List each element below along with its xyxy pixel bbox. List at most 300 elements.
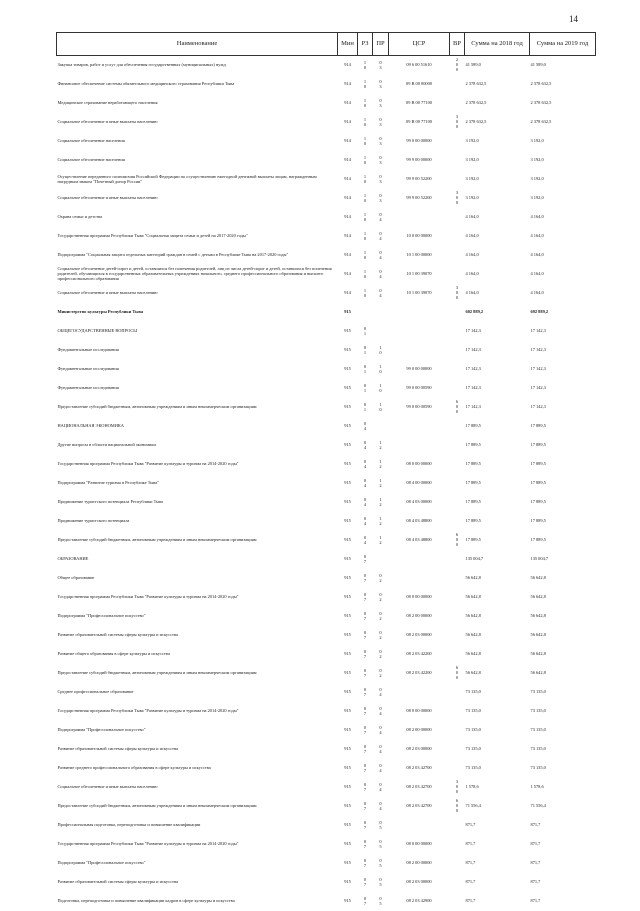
row-rz-digit: 7 [359, 712, 372, 717]
table-row [57, 892, 596, 911]
row-vr-digit: 0 [451, 809, 464, 814]
row-vr [450, 607, 465, 626]
row-rz-digit: 7 [359, 769, 372, 774]
row-pr-digit: 0 [374, 251, 388, 256]
row-sum-2019: 73 135,0 [530, 702, 596, 721]
table-row [57, 626, 596, 645]
row-rz [358, 721, 373, 740]
row-pr [373, 75, 389, 94]
row-vr [450, 189, 465, 208]
row-min: 915 [338, 664, 358, 683]
row-pr [373, 94, 389, 113]
row-sum-2019: 3 192,0 [530, 170, 596, 189]
row-csr: 09 В 00 00000 [389, 75, 450, 94]
row-pr-digit: 0 [374, 370, 388, 375]
row-csr [389, 322, 450, 341]
row-rz [358, 550, 373, 569]
row-sum-2019: 56 642,8 [530, 607, 596, 626]
row-csr [389, 683, 450, 702]
row-rz-digit: 1 [359, 61, 372, 66]
row-rz-digit: 7 [359, 598, 372, 603]
row-rz-digit: 1 [359, 118, 372, 123]
row-vr-digit: 0 [451, 120, 464, 125]
row-pr [373, 170, 389, 189]
row-vr [450, 113, 465, 132]
row-min: 914 [338, 189, 358, 208]
row-min: 915 [338, 341, 358, 360]
row-pr-digit: 0 [374, 612, 388, 617]
row-sum-2019: 2 378 632,5 [530, 113, 596, 132]
row-rz-digit: 4 [359, 484, 372, 489]
row-name: Государственная программа Республики Тыва "Развитие культуры и туризма на 2014-2020 годы" [57, 835, 338, 854]
row-sum-2019: 17 889,5 [530, 455, 596, 474]
row-pr [373, 417, 389, 436]
row-rz-digit: 0 [359, 441, 372, 446]
row-rz-digit: 1 [359, 332, 372, 337]
row-name: Социальное обеспечение населения [57, 132, 338, 151]
row-rz-digit: 0 [359, 275, 372, 280]
row-rz-digit: 0 [359, 237, 372, 242]
row-rz-digit: 7 [359, 731, 372, 736]
row-min: 914 [338, 227, 358, 246]
row-rz-digit: 0 [359, 498, 372, 503]
table-row [57, 341, 596, 360]
row-sum-2019: 4 164,0 [530, 284, 596, 303]
table-row [57, 759, 596, 778]
row-csr: 08 2 03 42900 [389, 892, 450, 911]
row-name: Государственная программа Республики Тыва "Развитие культуры и туризма на 2014-2020 годы" [57, 588, 338, 607]
row-pr-digit: 3 [374, 85, 388, 90]
row-rz-digit: 0 [359, 840, 372, 845]
row-vr-digit: 6 [451, 799, 464, 804]
row-min: 915 [338, 645, 358, 664]
row-rz-digit: 1 [359, 289, 372, 294]
row-rz-digit: 1 [359, 351, 372, 356]
row-vr-digit: 3 [451, 286, 464, 291]
row-vr [450, 854, 465, 873]
row-pr-digit: 4 [374, 769, 388, 774]
row-name: Подпрограмма "Профессиональное искусство" [57, 607, 338, 626]
row-sum-2019: 17 142,3 [530, 398, 596, 417]
row-pr-digit: 3 [374, 142, 388, 147]
row-sum-2018: 871,7 [465, 892, 530, 911]
row-pr-digit: 5 [374, 826, 388, 831]
row-vr [450, 455, 465, 474]
row-csr [389, 208, 450, 227]
row-vr [450, 721, 465, 740]
row-name: ОБЩЕГОСУДАРСТВЕННЫЕ ВОПРОСЫ [57, 322, 338, 341]
row-vr [450, 379, 465, 398]
budget-table [56, 32, 596, 911]
row-sum-2019: 17 889,5 [530, 493, 596, 512]
row-rz-digit: 1 [359, 251, 372, 256]
row-pr-digit: 0 [374, 270, 388, 275]
row-pr-digit: 5 [374, 883, 388, 888]
row-csr: 08 2 00 00000 [389, 854, 450, 873]
row-pr-digit: 2 [374, 579, 388, 584]
table-row [57, 683, 596, 702]
row-rz-digit: 7 [359, 845, 372, 850]
column-header-csr: ЦСР [389, 33, 450, 56]
row-sum-2018: 73 135,0 [465, 759, 530, 778]
row-pr [373, 398, 389, 417]
row-rz-digit: 0 [359, 256, 372, 261]
row-pr-digit: 0 [374, 574, 388, 579]
row-name: Социальное обеспечение населения [57, 151, 338, 170]
row-rz-digit: 0 [359, 631, 372, 636]
row-rz-digit: 0 [359, 536, 372, 541]
row-name: Развитие среднего профессионального образования в сфере культуры и искусства [57, 759, 338, 778]
row-rz-digit: 1 [359, 408, 372, 413]
row-pr-digit: 0 [374, 821, 388, 826]
row-rz-digit: 0 [359, 327, 372, 332]
row-vr [450, 892, 465, 911]
row-pr-digit: 4 [374, 750, 388, 755]
table-row [57, 94, 596, 113]
row-rz-digit: 4 [359, 522, 372, 527]
row-pr [373, 873, 389, 892]
row-min: 914 [338, 113, 358, 132]
row-vr [450, 512, 465, 531]
row-vr [450, 265, 465, 284]
row-sum-2019: 4 164,0 [530, 265, 596, 284]
row-csr [389, 569, 450, 588]
row-pr [373, 474, 389, 493]
row-pr-digit: 0 [374, 213, 388, 218]
column-header-name: Наименование [57, 33, 338, 56]
table-row [57, 284, 596, 303]
column-header-pr: ПР [373, 33, 389, 56]
row-vr [450, 569, 465, 588]
row-sum-2018: 602 889,2 [465, 303, 530, 322]
column-header-rz: РЗ [358, 33, 373, 56]
row-pr [373, 626, 389, 645]
row-min: 914 [338, 94, 358, 113]
row-pr-digit: 2 [374, 541, 388, 546]
table-row [57, 664, 596, 683]
row-name: Подготовка, переподготовка и повышение квалификации кадров в сфере культуры и искусства [57, 892, 338, 911]
row-rz-digit: 1 [359, 194, 372, 199]
row-sum-2019: 73 135,0 [530, 721, 596, 740]
row-sum-2018: 17 889,5 [465, 474, 530, 493]
row-rz-digit: 7 [359, 826, 372, 831]
row-rz-digit: 0 [359, 669, 372, 674]
table-row [57, 873, 596, 892]
page-number: 14 [569, 14, 578, 24]
row-pr [373, 645, 389, 664]
row-min: 915 [338, 835, 358, 854]
row-rz-digit: 0 [359, 593, 372, 598]
row-rz-digit: 7 [359, 864, 372, 869]
row-vr-digit: 0 [451, 543, 464, 548]
row-sum-2018: 871,7 [465, 873, 530, 892]
row-vr [450, 208, 465, 227]
row-pr-digit: 0 [374, 593, 388, 598]
row-pr [373, 113, 389, 132]
row-sum-2018: 3 192,0 [465, 132, 530, 151]
row-rz [358, 75, 373, 94]
row-pr-digit: 2 [374, 446, 388, 451]
row-sum-2019: 73 135,0 [530, 683, 596, 702]
row-rz [358, 151, 373, 170]
table-row [57, 835, 596, 854]
row-rz [358, 778, 373, 797]
row-rz-digit: 1 [359, 270, 372, 275]
row-rz-digit: 0 [359, 555, 372, 560]
row-csr: 09 В 00 77100 [389, 94, 450, 113]
table-row [57, 588, 596, 607]
row-vr [450, 873, 465, 892]
row-pr-digit: 2 [374, 598, 388, 603]
row-rz [358, 664, 373, 683]
row-pr-digit: 1 [374, 536, 388, 541]
row-csr: 10 1 00 39070 [389, 265, 450, 284]
row-sum-2018: 871,7 [465, 854, 530, 873]
row-name: Социальное обеспечение и иные выплаты населению [57, 284, 338, 303]
row-pr [373, 759, 389, 778]
row-sum-2019: 17 889,5 [530, 474, 596, 493]
row-pr [373, 56, 389, 76]
table-row [57, 398, 596, 417]
row-vr-digit: 0 [451, 291, 464, 296]
row-sum-2019: 1 578,6 [530, 778, 596, 797]
row-min: 915 [338, 816, 358, 835]
row-csr: 08 4 00 00000 [389, 474, 450, 493]
row-rz [358, 341, 373, 360]
row-pr-digit: 0 [374, 859, 388, 864]
row-pr-digit: 1 [374, 441, 388, 446]
row-pr [373, 664, 389, 683]
row-pr-digit: 0 [374, 840, 388, 845]
row-vr [450, 797, 465, 816]
row-rz-digit: 0 [359, 574, 372, 579]
row-min: 915 [338, 721, 358, 740]
row-min: 915 [338, 892, 358, 911]
row-min: 915 [338, 569, 358, 588]
row-min: 915 [338, 683, 358, 702]
row-vr-digit: 0 [451, 125, 464, 130]
row-min: 915 [338, 398, 358, 417]
row-rz [358, 56, 373, 76]
row-name: Медицинское страхование неработающего населения [57, 94, 338, 113]
row-rz [358, 474, 373, 493]
row-name: Осуществление переданного полномочия Российской Федерации по осуществлению ежегодной денежной выплаты лицам, награжденным нагрудным знаком "Почетный донор России" [57, 170, 338, 189]
row-rz-digit: 0 [359, 384, 372, 389]
row-vr-digit: 0 [451, 296, 464, 301]
row-vr [450, 664, 465, 683]
row-sum-2019: 56 642,8 [530, 645, 596, 664]
row-rz-digit: 0 [359, 726, 372, 731]
row-rz-digit: 0 [359, 460, 372, 465]
row-rz [358, 94, 373, 113]
row-pr-digit: 0 [374, 650, 388, 655]
row-pr [373, 512, 389, 531]
row-pr-digit: 0 [374, 61, 388, 66]
row-vr-digit: 3 [451, 191, 464, 196]
row-pr-digit: 0 [374, 707, 388, 712]
table-row [57, 360, 596, 379]
row-pr-digit: 0 [374, 745, 388, 750]
row-pr-digit: 1 [374, 365, 388, 370]
row-sum-2018: 4 164,0 [465, 208, 530, 227]
row-rz-digit: 0 [359, 650, 372, 655]
row-pr-digit: 0 [374, 408, 388, 413]
row-rz [358, 683, 373, 702]
row-rz-digit: 0 [359, 821, 372, 826]
row-vr [450, 322, 465, 341]
row-rz-digit: 0 [359, 294, 372, 299]
row-rz-digit: 0 [359, 403, 372, 408]
row-sum-2018: 135 004,7 [465, 550, 530, 569]
row-rz-digit: 7 [359, 560, 372, 565]
row-min: 914 [338, 151, 358, 170]
row-sum-2018: 4 164,0 [465, 227, 530, 246]
row-vr [450, 284, 465, 303]
row-rz-digit: 4 [359, 427, 372, 432]
row-vr-digit: 0 [451, 63, 464, 68]
row-vr [450, 398, 465, 417]
row-sum-2019: 17 889,5 [530, 531, 596, 550]
row-pr-digit: 4 [374, 256, 388, 261]
row-pr-digit: 4 [374, 712, 388, 717]
row-vr-digit: 0 [451, 671, 464, 676]
row-pr [373, 322, 389, 341]
row-pr [373, 265, 389, 284]
row-sum-2019: 4 164,0 [530, 246, 596, 265]
row-pr [373, 436, 389, 455]
row-name: Подпрограмма "Социальная защита отдельных категорий граждан в семей с детьми в Республике Тыва на 2017-2020 годы" [57, 246, 338, 265]
table-row [57, 436, 596, 455]
row-pr [373, 379, 389, 398]
row-rz-digit: 0 [359, 612, 372, 617]
row-name: Общее образование [57, 569, 338, 588]
row-name: Подпрограмма "Профессиональное искусство" [57, 721, 338, 740]
row-vr [450, 816, 465, 835]
row-csr [389, 417, 450, 436]
row-vr [450, 626, 465, 645]
table-row [57, 797, 596, 816]
row-pr-digit: 0 [374, 688, 388, 693]
row-sum-2018: 17 142,3 [465, 322, 530, 341]
column-header-vr: ВР [450, 33, 465, 56]
row-name: Фундаментальные исследования [57, 360, 338, 379]
row-rz-digit: 0 [359, 745, 372, 750]
table-body [57, 56, 596, 911]
row-csr: 99 9 00 52200 [389, 189, 450, 208]
row-pr [373, 303, 389, 322]
row-sum-2018: 871,7 [465, 816, 530, 835]
row-vr [450, 740, 465, 759]
row-sum-2018: 56 642,8 [465, 607, 530, 626]
row-rz [358, 113, 373, 132]
row-name: Социальное обеспечение и иные выплаты населению [57, 189, 338, 208]
row-sum-2019: 71 556,4 [530, 797, 596, 816]
row-vr-digit: 0 [451, 405, 464, 410]
row-min: 915 [338, 702, 358, 721]
column-header-sum-2018: Сумма на 2018 год [465, 33, 530, 56]
row-pr-digit: 0 [374, 783, 388, 788]
row-sum-2018: 56 642,8 [465, 626, 530, 645]
row-rz [358, 493, 373, 512]
row-vr-digit: 6 [451, 400, 464, 405]
row-rz [358, 512, 373, 531]
row-rz-digit: 0 [359, 479, 372, 484]
row-sum-2018: 17 889,5 [465, 417, 530, 436]
row-sum-2019: 41 589,0 [530, 56, 596, 76]
row-pr [373, 816, 389, 835]
row-vr-digit: 0 [451, 410, 464, 415]
row-vr [450, 94, 465, 113]
row-pr-digit: 2 [374, 484, 388, 489]
table-row [57, 379, 596, 398]
row-csr: 10 1 00 39070 [389, 284, 450, 303]
row-pr-digit: 5 [374, 864, 388, 869]
row-rz [358, 132, 373, 151]
row-sum-2019: 17 142,3 [530, 360, 596, 379]
row-pr-digit: 4 [374, 237, 388, 242]
row-vr-digit: 0 [451, 538, 464, 543]
row-sum-2018: 17 142,3 [465, 360, 530, 379]
row-vr [450, 417, 465, 436]
row-rz-digit: 1 [359, 213, 372, 218]
row-rz-digit: 4 [359, 541, 372, 546]
row-pr [373, 493, 389, 512]
row-vr-digit: 3 [451, 780, 464, 785]
row-csr: 08 2 03 42700 [389, 778, 450, 797]
row-name: Предоставление субсидий бюджетным, автономным учреждениям и иным некоммерческим организациям [57, 797, 338, 816]
row-rz-digit: 0 [359, 707, 372, 712]
row-pr-digit: 3 [374, 180, 388, 185]
row-sum-2019: 692 889,2 [530, 303, 596, 322]
table-row [57, 75, 596, 94]
row-csr: 08 2 03 42200 [389, 664, 450, 683]
row-min: 915 [338, 778, 358, 797]
table-row [57, 265, 596, 284]
row-csr [389, 341, 450, 360]
row-rz-digit: 0 [359, 123, 372, 128]
row-vr [450, 835, 465, 854]
row-rz-digit: 7 [359, 655, 372, 660]
row-name: Социальное обеспечение и иные выплаты населению [57, 778, 338, 797]
row-min: 915 [338, 550, 358, 569]
row-vr [450, 360, 465, 379]
row-pr [373, 854, 389, 873]
row-pr-digit: 3 [374, 161, 388, 166]
row-rz-digit: 0 [359, 142, 372, 147]
row-min: 914 [338, 170, 358, 189]
row-pr-digit: 1 [374, 479, 388, 484]
row-pr-digit: 1 [374, 498, 388, 503]
row-pr [373, 797, 389, 816]
row-name: Государственная программа Республики Тыва "Развитие культуры и туризма на 2014-2020 годы" [57, 455, 338, 474]
row-rz-digit: 4 [359, 465, 372, 470]
row-name: Социальное обеспечение и иные выплаты населению [57, 113, 338, 132]
row-sum-2018: 73 135,0 [465, 702, 530, 721]
row-pr [373, 740, 389, 759]
row-min: 915 [338, 531, 358, 550]
row-sum-2018: 4 164,0 [465, 265, 530, 284]
row-sum-2018: 17 142,3 [465, 398, 530, 417]
row-pr-digit: 0 [374, 897, 388, 902]
row-name: Государственная программа Республики Тыва "Социальная защита семьи и детей на 2017-2020 годы" [57, 227, 338, 246]
table-row [57, 721, 596, 740]
row-min: 914 [338, 265, 358, 284]
row-csr: 08 2 03 00000 [389, 626, 450, 645]
row-min: 915 [338, 797, 358, 816]
row-rz [358, 208, 373, 227]
row-rz [358, 588, 373, 607]
row-vr-digit: 3 [451, 115, 464, 120]
